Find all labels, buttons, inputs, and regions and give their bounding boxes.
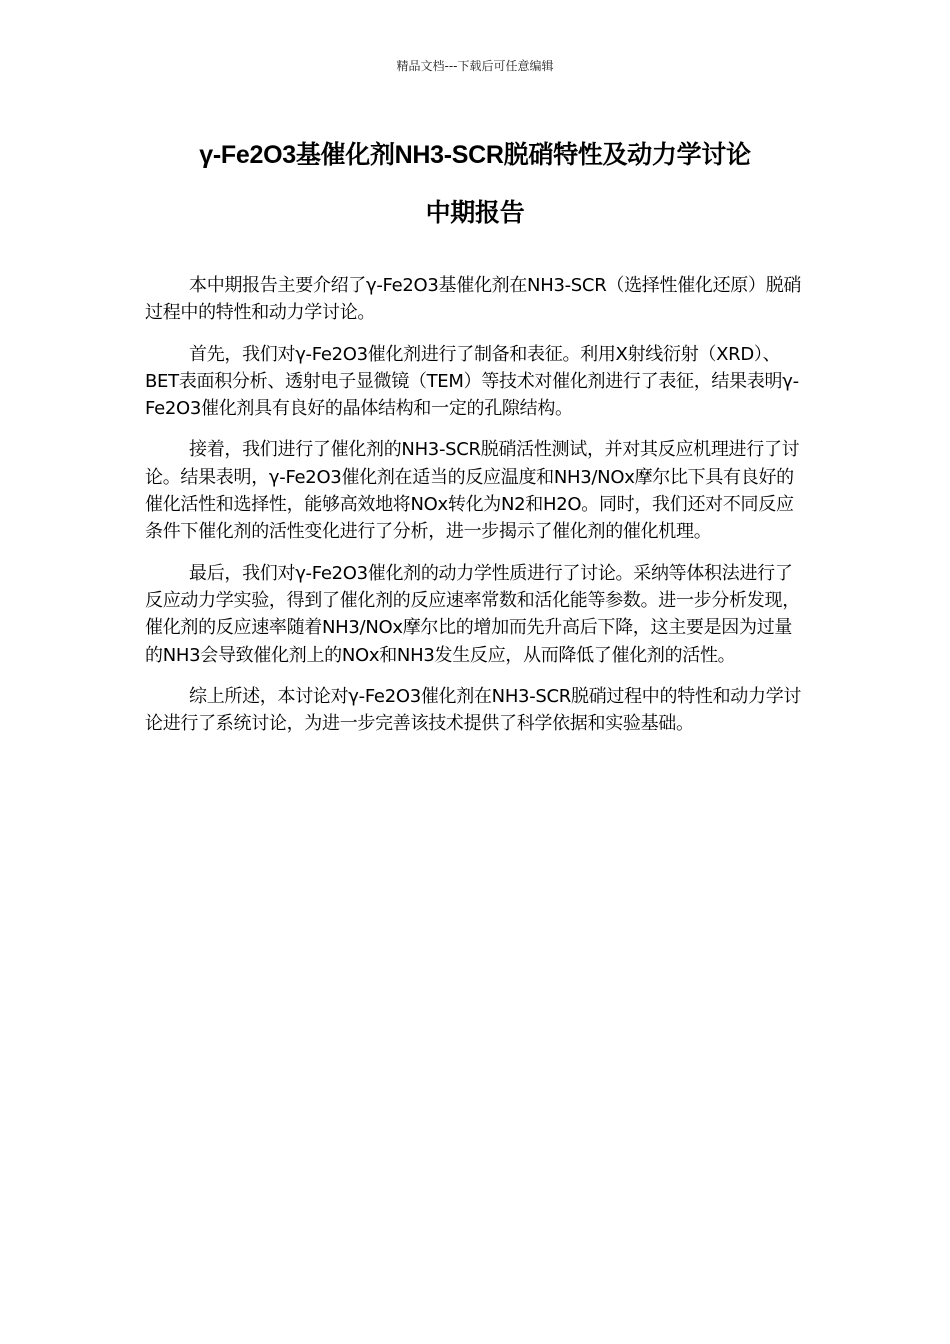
document-subtitle: 中期报告 xyxy=(425,199,525,227)
document-title: γ-Fe2O3基催化剂NH3-SCR脱硝特性及动力学讨论 xyxy=(199,141,751,169)
paragraph-intro: 本中期报告主要介绍了γ-Fe2O3基催化剂在NH3-SCR（选择性催化还原）脱硝过程中的特性和动力学讨论。 xyxy=(145,275,802,324)
document-body xyxy=(145,272,805,751)
header-note: 精品文档---下载后可任意编辑 xyxy=(396,59,554,73)
paragraph-activity-test: 接着，我们进行了催化剂的NH3-SCR脱硝活性测试，并对其反应机理进行了讨论。结果表明，γ-Fe2O3催化剂在适当的反应温度和NH3/NOx摩尔比下具有良好的催化活性和选择性，能够高效地将NOx转化为N2和H2O。同时，我们还对不同反应条件下催化剂的活性变化进行了分析，进一步揭示了催化剂的催化机理。 xyxy=(145,439,800,543)
paragraph-preparation: 首先，我们对γ-Fe2O3催化剂进行了制备和表征。利用X射线衍射（XRD）、BET表面积分析、透射电子显微镜（TEM）等技术对催化剂进行了表征，结果表明γ-Fe2O3催化剂具有良好的晶体结构和一定的孔隙结构。 xyxy=(145,343,799,420)
paragraph-summary: 综上所述，本讨论对γ-Fe2O3催化剂在NH3-SCR脱硝过程中的特性和动力学讨论进行了系统讨论，为进一步完善该技术提供了科学依据和实验基础。 xyxy=(145,685,802,735)
paragraph-kinetics: 最后，我们对γ-Fe2O3催化剂的动力学性质进行了讨论。采纳等体积法进行了反应动力学实验，得到了催化剂的反应速率常数和活化能等参数。进一步分析发现，催化剂的反应速率随着NH3/NOx摩尔比的增加而先升高后下降，这主要是因为过量的NH3会导致催化剂上的NOx和NH3发生反应，从而降低了催化剂的活性。 xyxy=(145,562,800,666)
